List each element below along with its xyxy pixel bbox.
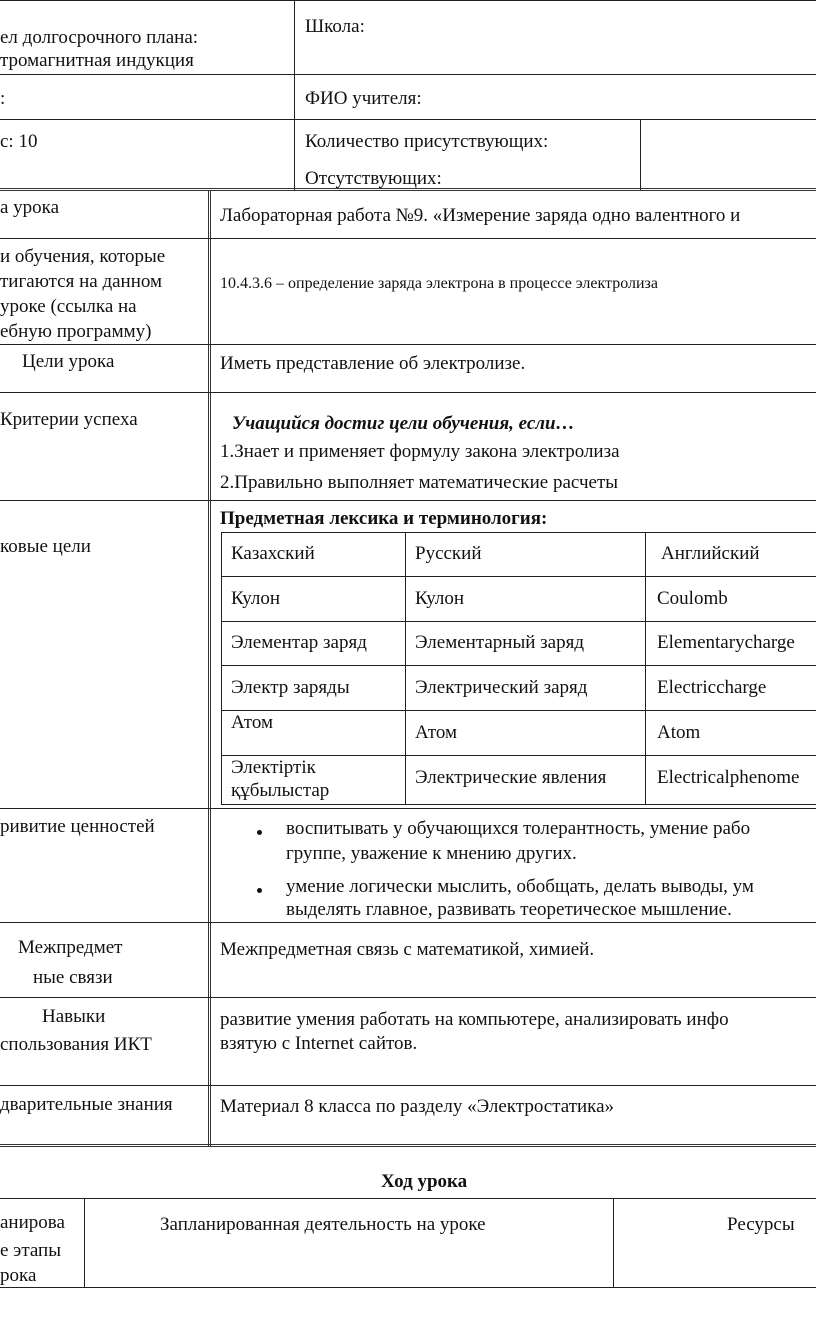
cross-label-line: ные связи	[33, 967, 113, 988]
stages-header-line: е этапы	[0, 1240, 61, 1261]
criteria-item: 2.Правильно выполняет математические расчеты	[220, 472, 619, 493]
cross-value: Межпредметная связь с математикой, химией.	[220, 939, 595, 960]
objectives-label-line: ебную программу)	[0, 321, 152, 342]
date-label: :	[0, 88, 6, 109]
values-bullet-line: выделять главное, развивать теоретическое мышление.	[286, 899, 732, 920]
class-label: с: 10	[0, 131, 38, 152]
ict-label-line: спользования ИКТ	[0, 1034, 152, 1055]
goals-label: Цели урока	[22, 351, 115, 372]
topic-label: а урока	[0, 197, 60, 218]
values-bullet-line: умение логически мыслить, обобщать, делать выводы, ум	[286, 876, 754, 897]
values-bullet-line: группе, уважение к мнению других.	[286, 843, 577, 864]
prior-value: Материал 8 класса по разделу «Электростатика»	[220, 1096, 615, 1117]
term-cell: Атом	[231, 712, 273, 733]
term-cell: Электр заряды	[231, 677, 350, 698]
stages-header-line: рока	[0, 1265, 37, 1286]
school-label: Школа:	[305, 16, 365, 37]
values-label: ривитие ценностей	[0, 816, 155, 837]
objectives-label-line: тигаются на данном	[0, 271, 163, 292]
term-cell: Кулон	[415, 588, 465, 609]
term-cell: Coulomb	[657, 588, 728, 609]
criteria-label: Критерии успеха	[0, 409, 138, 430]
column-header-kazakh: Казахский	[231, 543, 315, 564]
bullet-icon	[257, 830, 262, 835]
ict-label-line: Навыки	[42, 1006, 106, 1027]
lesson-flow-title: Ход урока	[381, 1171, 468, 1192]
cross-label-line: Межпредмет	[18, 937, 123, 958]
ict-value-line: взятую с Internet сайтов.	[220, 1033, 418, 1054]
column-header-english: Английский	[661, 543, 760, 564]
objectives-label-line: уроке (ссылка на	[0, 296, 137, 317]
topic-value: Лабораторная работа №9. «Измерение заряда одно валентного и	[220, 205, 741, 226]
stages-header-line: анирова	[0, 1212, 65, 1233]
term-cell: Элементар заряд	[231, 632, 367, 653]
term-cell: Кулон	[231, 588, 281, 609]
section-label: ел долгосрочного плана:	[0, 27, 199, 48]
term-cell: Atom	[657, 722, 701, 743]
language-label: ковые цели	[0, 536, 91, 557]
present-label: Количество присутствующих:	[305, 131, 549, 152]
absent-label: Отсутствующих:	[305, 168, 442, 189]
term-cell: Electricalphenome	[657, 767, 800, 788]
term-cell: Элементарный заряд	[415, 632, 584, 653]
objectives-label-line: и обучения, которые	[0, 246, 166, 267]
criteria-intro: Учащийся достиг цели обучения, если…	[232, 413, 575, 434]
resources-header: Ресурсы	[727, 1214, 795, 1235]
activity-header: Запланированная деятельность на уроке	[160, 1214, 486, 1235]
lexicon-heading: Предметная лексика и терминология:	[220, 508, 548, 529]
term-cell: Электiртiк құбылыстар	[231, 757, 330, 801]
term-cell: Elementarycharge	[657, 632, 795, 653]
prior-label: дварительные знания	[0, 1094, 173, 1115]
ict-value-line: развитие умения работать на компьютере, анализировать инфо	[220, 1009, 729, 1030]
goals-value: Иметь представление об электролизе.	[220, 353, 526, 374]
term-cell: Electriccharge	[657, 677, 767, 698]
values-bullet-line: воспитывать у обучающихся толерантность, умение рабо	[286, 818, 751, 839]
term-cell: Атом	[415, 722, 457, 743]
term-cell: Электрический заряд	[415, 677, 588, 698]
section-value: тромагнитная индукция	[0, 50, 194, 71]
term-cell: Электрические явления	[415, 767, 607, 788]
criteria-item: 1.Знает и применяет формулу закона электролиза	[220, 441, 620, 462]
bullet-icon	[257, 888, 262, 893]
objectives-value: 10.4.3.6 – определение заряда электрона в процессе электролиза	[220, 275, 658, 292]
teacher-label: ФИО учителя:	[305, 88, 422, 109]
column-header-russian: Русский	[415, 543, 482, 564]
